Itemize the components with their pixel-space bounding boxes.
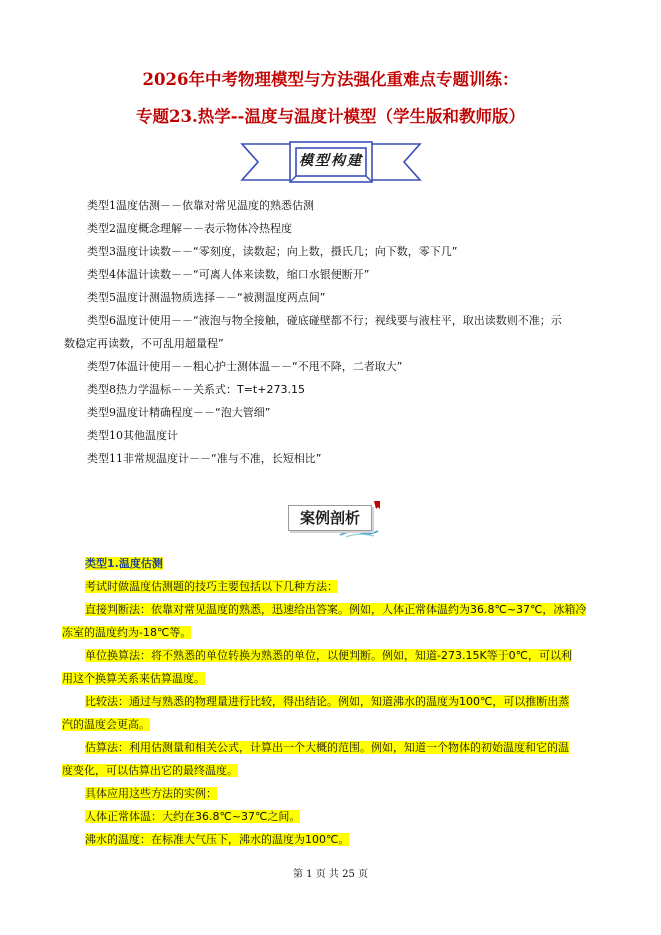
paragraph-line: 估算法：利用估测量和相关公式，计算出一个大概的范围。例如，知道一个物体的初始温度和它的温	[85, 741, 569, 754]
type-list	[64, 194, 604, 470]
case-analysis-badge	[282, 499, 382, 539]
paragraph-line: 考试时做温度估测题的技巧主要包括以下几种方法：	[85, 580, 338, 593]
paragraph-line: 度变化，可以估算出它的最终温度。	[62, 764, 238, 777]
type-list-item: 类型9温度计精确程度－－“泡大管细”	[87, 406, 271, 419]
paragraph-line: 单位换算法：将不熟悉的单位转换为熟悉的单位，以便判断。例如，知道-273.15K等于0℃，可以利	[85, 649, 573, 662]
banner-label: 模型构建	[299, 153, 363, 169]
document-title-line1: 2026年中考物理模型与方法强化重难点专题训练：	[142, 70, 519, 89]
section-type1	[62, 552, 607, 851]
type-list-item: 类型3温度计读数－－“零刻度，读数起；向上数，摄氏几；向下数，零下几”	[87, 245, 458, 258]
type-list-item: 类型7体温计使用－－粗心护士测体温－－“不甩不降，二者取大”	[87, 360, 403, 373]
document-title-line2: 专题23.热学--温度与温度计模型（学生版和教师版）	[136, 107, 525, 126]
section-heading: 类型1.温度估测	[85, 557, 163, 570]
type-list-item: 类型1温度估测－－依靠对常见温度的熟悉估测	[87, 199, 314, 212]
type-list-item: 类型2温度概念理解－－表示物体冷热程度	[87, 222, 292, 235]
case-analysis-label: 案例剖析	[288, 505, 372, 531]
paragraph-line: 比较法：通过与熟悉的物理量进行比较，得出结论。例如，知道沸水的温度为100℃，可以推断出蒸	[85, 695, 570, 708]
type-list-item-continuation: 数稳定再读数，不可乱用超量程”	[64, 337, 224, 350]
paragraph-line: 沸水的温度：在标准大气压下，沸水的温度为100℃。	[85, 833, 350, 846]
type-list-item: 类型5温度计测温物质选择－－“被测温度两点间”	[87, 291, 326, 304]
type-list-item: 类型8热力学温标－－关系式：T=t+273.15	[87, 383, 305, 396]
type-list-item: 类型10其他温度计	[87, 429, 178, 442]
page-footer: 第 1 页 共 25 页	[293, 869, 368, 880]
paragraph-line: 用这个换算关系来估算温度。	[62, 672, 205, 685]
paragraph-line: 人体正常体温：大约在36.8℃~37℃之间。	[85, 810, 301, 823]
model-construction-banner	[240, 140, 422, 184]
paragraph-line: 直接判断法：依靠对常见温度的熟悉，迅速给出答案。例如，人体正常体温约为36.8℃~37℃，冰箱冷	[85, 603, 587, 616]
paragraph-line: 冻室的温度约为-18℃等。	[62, 626, 192, 639]
type-list-item: 类型4体温计读数－－“可离人体来读数，缩口水银便断开”	[87, 268, 370, 281]
paragraph-line: 具体应用这些方法的实例：	[85, 787, 217, 800]
type-list-item: 类型11非常规温度计－－“准与不准，长短相比”	[87, 452, 322, 465]
type-list-item: 类型6温度计使用－－“液泡与物全接触，碰底碰壁都不行；视线要与液柱平，取出读数则不准；示	[87, 314, 562, 327]
paragraph-line: 汽的温度会更高。	[62, 718, 150, 731]
